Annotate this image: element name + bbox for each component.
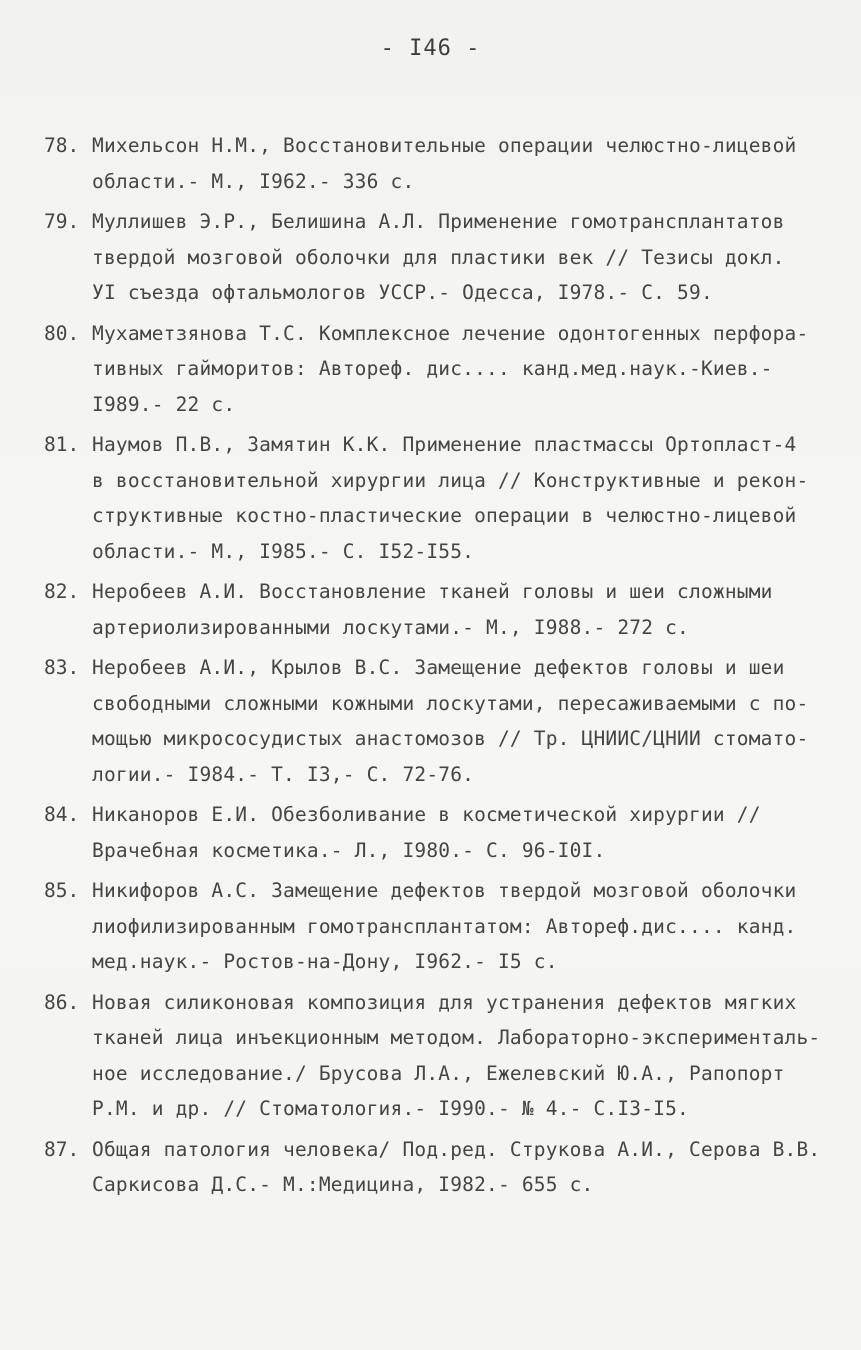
reference-line: Наумов П.В., Замятин К.К. Применение пластмассы Ортопласт-4 xyxy=(92,433,797,456)
reference-line: в восстановительной хирургии лица // Конструктивные и рекон- xyxy=(92,468,809,492)
reference-line: тивных гайморитов: Автореф. дис.... канд.мед.наук.-Киев.- xyxy=(92,357,773,380)
reference-text xyxy=(92,873,844,980)
reference-item xyxy=(44,574,844,645)
reference-number: 82. xyxy=(44,580,80,603)
reference-item xyxy=(44,650,844,792)
reference-list xyxy=(44,128,844,1208)
reference-line: Муллишев Э.Р., Белишина А.Л. Применение гомотрансплантатов xyxy=(92,210,785,233)
reference-text xyxy=(92,574,844,645)
reference-item xyxy=(44,427,844,569)
reference-line: УI съезда офтальмологов УССР.- Одесса, I978.- С. 59. xyxy=(92,281,713,304)
reference-number: 78. xyxy=(44,134,80,157)
reference-text xyxy=(92,650,844,792)
reference-line: Р.М. и др. // Стоматология.- I990.- № 4.- С.I3-I5. xyxy=(92,1097,689,1120)
reference-line: лиофилизированным гомотрансплантатом: Автореф.дис.... канд. xyxy=(92,914,797,938)
reference-item xyxy=(44,204,844,311)
reference-line: Новая силиконовая композиция для устранения дефектов мягких xyxy=(92,990,797,1014)
reference-line: Никифоров А.С. Замещение дефектов твердой мозговой оболочки xyxy=(92,879,797,902)
reference-number: 83. xyxy=(44,656,80,679)
reference-text xyxy=(92,128,844,199)
reference-line: области.- М., I962.- 336 с. xyxy=(92,169,415,193)
reference-line: свободными сложными кожными лоскутами, пересаживаемыми с по- xyxy=(92,691,809,715)
reference-number: 81. xyxy=(44,433,80,456)
reference-number: 80. xyxy=(44,321,80,345)
reference-line: Врачебная косметика.- Л., I980.- С. 96-I0I. xyxy=(92,838,606,862)
reference-number: 79. xyxy=(44,210,80,233)
reference-line: Мухаметзянова Т.С. Комплексное лечение одонтогенных перфора- xyxy=(92,321,809,345)
reference-line: I989.- 22 с. xyxy=(92,392,236,416)
reference-line: структивные костно-пластические операции в челюстно-лицевой xyxy=(92,504,797,527)
reference-text xyxy=(92,1132,844,1203)
reference-line: логии.- I984.- Т. I3,- С. 72-76. xyxy=(92,762,475,786)
reference-text xyxy=(92,985,844,1127)
reference-line: мед.наук.- Ростов-на-Дону, I962.- I5 с. xyxy=(92,950,558,973)
reference-number: 85. xyxy=(44,879,80,902)
reference-line: Неробеев А.И., Крылов В.С. Замещение дефектов головы и шеи xyxy=(92,656,785,679)
reference-line: Никаноров Е.И. Обезболивание в косметической хирургии // xyxy=(92,803,761,826)
reference-line: тканей лица инъекционным методом. Лабораторно-эксперименталь- xyxy=(92,1026,821,1049)
reference-line: Саркисова Д.С.- М.:Медицина, I982.- 655 с. xyxy=(92,1173,594,1196)
reference-line: Михельсон Н.М., Восстановительные операции челюстно-лицевой xyxy=(92,134,797,157)
reference-item xyxy=(44,316,844,423)
reference-text xyxy=(92,204,844,311)
reference-item xyxy=(44,797,844,868)
reference-number: 84. xyxy=(44,803,80,826)
reference-number: 87. xyxy=(44,1137,80,1161)
reference-text xyxy=(92,797,844,868)
reference-line: мощью микрососудистых анастомозов // Тр. ЦНИИС/ЦНИИ стомато- xyxy=(92,727,809,750)
reference-item xyxy=(44,128,844,199)
page-number: - I46 - xyxy=(380,36,481,61)
reference-text xyxy=(92,316,844,423)
reference-line: твердой мозговой оболочки для пластики век // Тезисы докл. xyxy=(92,245,785,269)
reference-line: Общая патология человека/ Под.ред. Струкова А.И., Серова В.В. xyxy=(92,1137,821,1161)
reference-number: 86. xyxy=(44,990,80,1014)
reference-line: области.- М., I985.- С. I52-I55. xyxy=(92,539,475,563)
reference-line: ное исследование./ Брусова Л.А., Ежелевский Ю.А., Рапопорт xyxy=(92,1061,785,1085)
reference-item xyxy=(44,985,844,1127)
reference-text xyxy=(92,427,844,569)
reference-item xyxy=(44,873,844,980)
reference-line: артериолизированными лоскутами.- М., I988.- 272 с. xyxy=(92,615,689,639)
reference-item xyxy=(44,1132,844,1203)
reference-line: Неробеев А.И. Восстановление тканей головы и шеи сложными xyxy=(92,580,773,603)
